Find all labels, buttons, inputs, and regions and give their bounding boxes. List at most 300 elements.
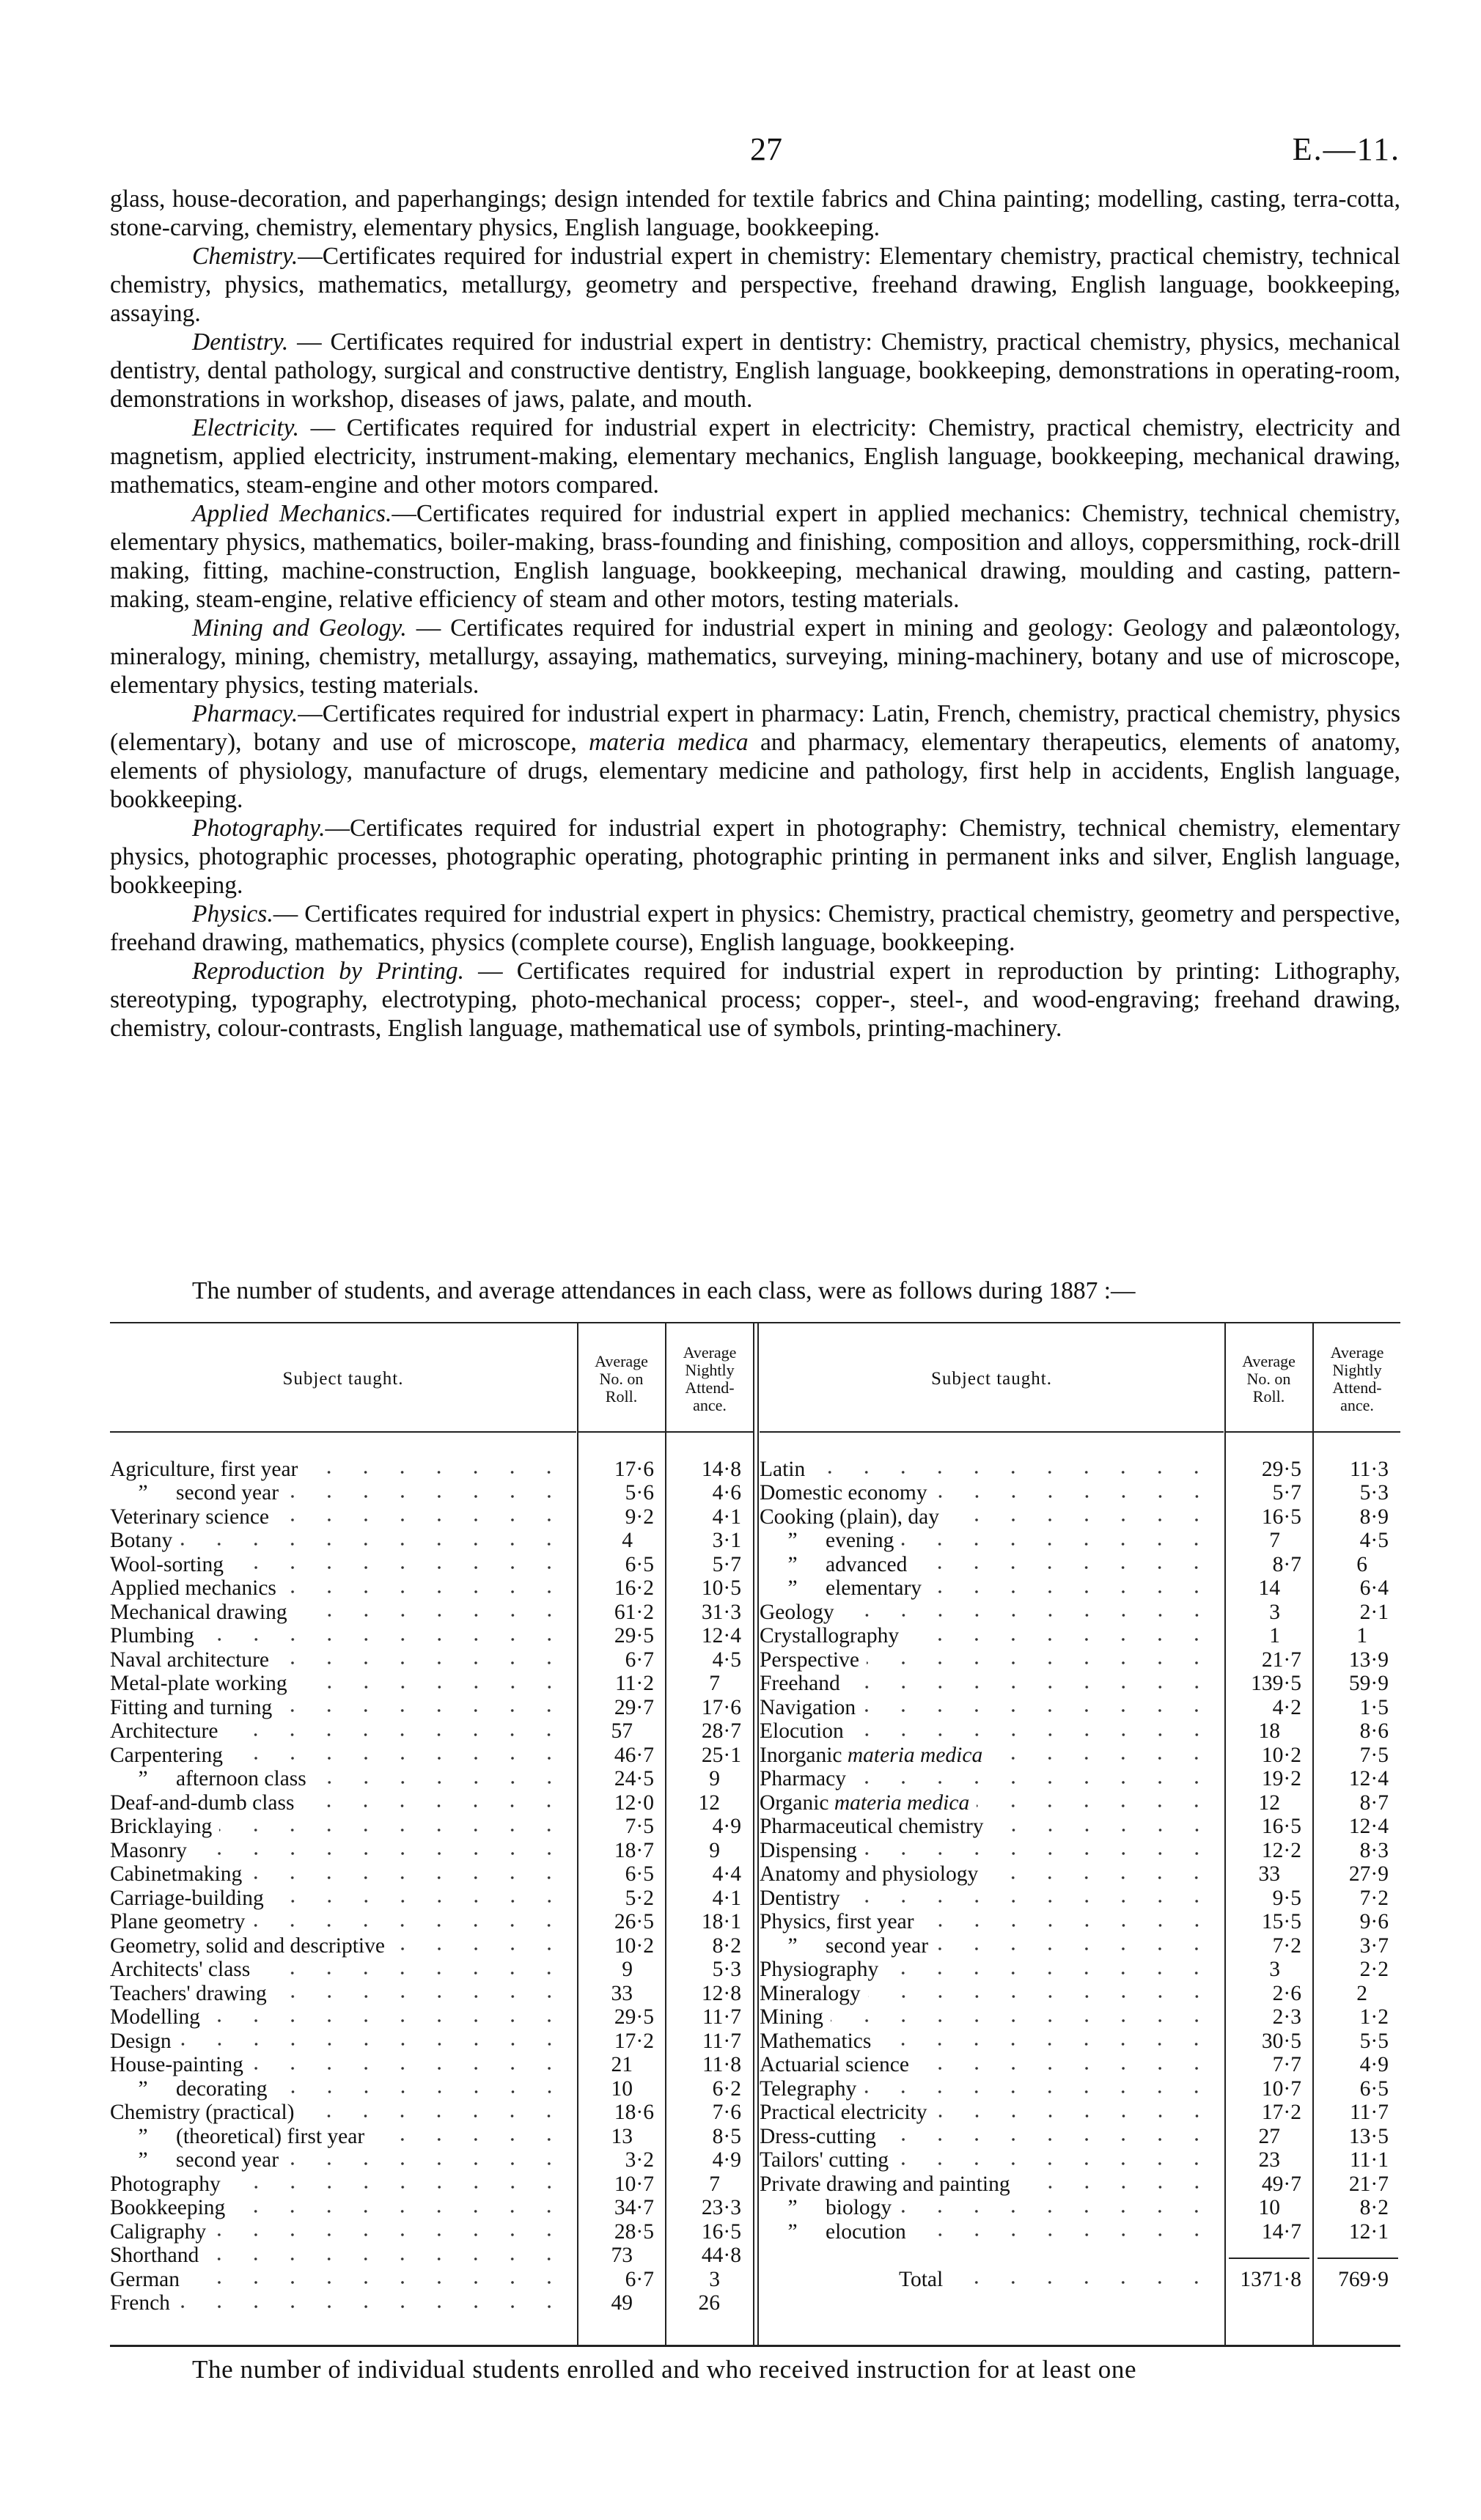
subject-cell	[760, 1862, 1225, 1887]
paragraph-text: — Certificates required for industrial expert in reproduction by printing: Lithography, stereotyping, typography, electrotyping, photo-mechanical process; copper-, steel-, and wood-engraving; freehand drawing, chemistry, colour-contrasts, English language, mathematical use of symbols, printing-machinery.	[110, 958, 1401, 1042]
ditto-mark: ”	[138, 2124, 148, 2148]
subject-label	[760, 2005, 828, 2029]
table-row	[760, 1863, 1400, 1887]
paragraph	[110, 185, 1400, 242]
average-attendance-cell: 12·8	[701, 1981, 741, 2005]
dot-leader	[286, 2161, 567, 2166]
subject-label	[110, 1624, 199, 1648]
average-roll-cell: 15·5	[1261, 1910, 1301, 1934]
average-roll-cell: 23	[1258, 2148, 1280, 2172]
table-row	[760, 1625, 1400, 1649]
average-attendance-cell: 7	[709, 1672, 720, 1696]
average-roll-cell: 18	[1258, 1719, 1280, 1744]
average-attendance-cell: 9	[709, 1767, 720, 1791]
dot-leader	[991, 1828, 1215, 1832]
table-row	[110, 1744, 753, 1768]
subject-label	[110, 1862, 246, 1887]
subject-text: German	[110, 2267, 180, 2291]
subject-label	[760, 1744, 987, 1768]
table-row	[110, 2054, 753, 2078]
dot-leader	[916, 2066, 1215, 2071]
average-attendance-cell: 6	[1356, 1552, 1367, 1576]
table-row	[110, 1696, 753, 1720]
subject-italic: materia medica	[847, 1743, 983, 1767]
subject-text: Plane geometry	[110, 1910, 246, 1934]
dot-leader	[853, 1780, 1215, 1785]
table-row	[110, 2197, 753, 2221]
table-row	[760, 1505, 1400, 1529]
dot-leader	[202, 1637, 567, 1642]
subject-cell	[110, 1744, 578, 1768]
average-attendance-cell: 4·9	[712, 2148, 741, 2172]
average-attendance-cell: 9·6	[1359, 1910, 1389, 1934]
dot-leader	[179, 2042, 567, 2046]
subject-cell	[110, 2220, 578, 2244]
total-rule	[1229, 2258, 1309, 2259]
table-row	[110, 1934, 753, 1958]
subject-cell	[760, 1744, 1225, 1768]
table-row	[760, 1887, 1400, 1911]
subject-text: Pharmacy	[760, 1767, 846, 1791]
table-row	[110, 1553, 753, 1577]
table-row	[760, 1768, 1400, 1792]
dot-leader	[878, 2042, 1215, 2046]
subject-cell	[110, 2005, 578, 2029]
subject-label	[110, 1744, 227, 1768]
subject-cell	[760, 1815, 1225, 1839]
header-roll-right: Average No. on Roll.	[1225, 1327, 1312, 1433]
dot-leader	[207, 2018, 567, 2023]
dot-leader	[929, 1590, 1215, 1594]
subject-cell	[760, 2053, 1225, 2077]
table-row	[110, 2029, 753, 2054]
average-roll-cell: 5·2	[625, 1886, 654, 1910]
subject-cell	[760, 2148, 1225, 2172]
table-row	[110, 1768, 753, 1792]
subject-label	[110, 2291, 174, 2315]
table-row	[760, 1696, 1400, 1720]
paragraph	[110, 328, 1400, 414]
table-row	[760, 1553, 1400, 1577]
table-row	[760, 1458, 1400, 1482]
subject-cell	[110, 1934, 578, 1958]
paragraph-heading: Applied Mechanics.	[192, 500, 392, 527]
subject-label	[110, 2268, 184, 2292]
average-attendance-cell: 4·9	[1359, 2053, 1389, 2077]
average-roll-cell: 34·7	[614, 2196, 654, 2220]
subject-cell	[110, 1529, 578, 1553]
paragraph-heading: Physics.	[192, 900, 273, 927]
paragraph-heading: Electricity.	[192, 414, 300, 441]
subject-label	[760, 1719, 848, 1744]
average-roll-cell: 2·6	[1272, 1981, 1301, 2005]
subject-label	[110, 1696, 276, 1720]
average-roll-cell: 73	[611, 2244, 633, 2268]
header-attendance-right: Average Nightly Attend- ance.	[1314, 1327, 1400, 1433]
average-roll-cell: 10·7	[614, 2172, 654, 2196]
subject-cell	[110, 1458, 578, 1482]
average-roll-cell: 12·0	[614, 1790, 654, 1815]
average-roll-cell: 11·2	[615, 1672, 654, 1696]
table-intro: The number of students, and average attendances in each class, were as follows during 1887 :—	[192, 1277, 1136, 1304]
subject-cell	[110, 1958, 578, 1982]
paragraph-text: — Certificates required for industrial expert in dentistry: Chemistry, practical chemistry, physics, mechanical dentistry, dental pathology, surgical and constructive dentistry, English language, bookkeeping, demonstrations in operating-room, demonstrations in workshop, diseases of jaws, palate, and mouth.	[110, 328, 1400, 413]
average-attendance-cell: 4·1	[712, 1886, 741, 1910]
table-row	[110, 1839, 753, 1863]
average-attendance-cell: 2·2	[1359, 1958, 1389, 1982]
right-table-body	[760, 1458, 1400, 2292]
average-attendance-cell: 4·5	[1359, 1529, 1389, 1553]
dot-leader	[286, 1494, 567, 1499]
dot-leader	[230, 1756, 567, 1760]
dot-leader	[275, 2090, 568, 2094]
subject-cell	[110, 2053, 578, 2077]
report-code: E.—11.	[1292, 131, 1400, 167]
table-row	[110, 1958, 753, 1983]
subject-cell	[760, 2101, 1225, 2125]
average-attendance-cell: 5·3	[1359, 1481, 1389, 1505]
subject-label	[760, 2077, 861, 2101]
spacer-row	[760, 2244, 1400, 2269]
subject-label	[110, 1815, 216, 1839]
table-row	[760, 2054, 1400, 2078]
average-roll-cell: 10·2	[1261, 1743, 1301, 1767]
average-roll-cell: 5·7	[1272, 1481, 1301, 1505]
subject-text: Elocution	[760, 1719, 844, 1744]
average-attendance-cell: 23·3	[701, 2196, 741, 2220]
subject-text: advanced	[826, 1552, 908, 1576]
average-attendance-cell: 8·3	[1359, 1838, 1389, 1862]
paragraph	[110, 814, 1400, 900]
subject-text: Caligraphy	[110, 2219, 207, 2244]
subject-cell	[760, 1458, 1225, 1482]
dot-leader	[906, 1637, 1215, 1642]
subject-text: Botany	[110, 1529, 173, 1553]
average-roll-cell: 16·2	[614, 1576, 654, 1601]
certificate-requirements-text	[110, 185, 1400, 1043]
table-row	[760, 1601, 1400, 1625]
average-roll-cell: 7·2	[1272, 1933, 1301, 1958]
average-attendance-cell: 4·4	[712, 1862, 741, 1887]
subject-cell	[760, 1934, 1225, 1958]
paragraph-heading: Chemistry.	[192, 243, 298, 270]
subject-cell	[760, 1553, 1225, 1577]
subject-text: Mathematics	[760, 2029, 872, 2053]
average-roll-cell: 12	[1258, 1790, 1280, 1815]
average-roll-cell: 13	[611, 2124, 633, 2148]
ditto-mark: ”	[787, 2219, 798, 2244]
page-number: 27	[750, 131, 782, 167]
ditto-mark: ”	[787, 1933, 798, 1958]
average-roll-cell: 29·5	[614, 1624, 654, 1648]
subject-text: Latin	[760, 1457, 806, 1481]
subject-text: Dispensing	[760, 1838, 857, 1862]
subject-cell	[760, 2029, 1225, 2054]
subject-label	[176, 2077, 272, 2101]
average-roll-cell: 6·7	[625, 1647, 654, 1672]
dot-leader	[228, 2185, 567, 2189]
subject-text: Perspective	[760, 1647, 859, 1672]
average-roll-cell: 3·2	[625, 2148, 654, 2172]
average-attendance-cell: 4·6	[712, 1481, 741, 1505]
subject-cell	[760, 1958, 1225, 1982]
subject-cell	[760, 2125, 1225, 2149]
average-roll-cell: 21·7	[1261, 1647, 1301, 1672]
subject-text: Applied mechanics	[110, 1576, 276, 1601]
average-attendance-cell: 6·4	[1359, 1576, 1389, 1601]
paragraph-heading: Photography.	[192, 815, 326, 842]
subject-label	[760, 1887, 845, 1911]
subject-text: Modelling	[110, 2005, 200, 2029]
dot-leader	[295, 1613, 567, 1617]
dot-leader	[947, 1518, 1215, 1522]
subject-text: Telegraphy	[760, 2076, 857, 2101]
subject-label	[176, 2148, 283, 2172]
subject-cell	[760, 1910, 1225, 1934]
subject-cell	[760, 2077, 1225, 2101]
average-attendance-cell: 12·4	[1348, 1815, 1389, 1839]
average-attendance-cell: 769·9	[1338, 2267, 1389, 2291]
average-roll-cell: 10	[611, 2076, 633, 2101]
average-attendance-cell: 13·9	[1348, 1647, 1389, 1672]
table-row	[110, 1482, 753, 1506]
subject-cell	[760, 1505, 1225, 1529]
table-row	[110, 1815, 753, 1840]
subject-cell	[110, 2077, 578, 2101]
subject-cell	[760, 1648, 1225, 1672]
average-roll-cell: 9·2	[625, 1505, 654, 1529]
subject-cell	[110, 1982, 578, 2006]
subject-cell	[760, 1767, 1225, 1791]
table-row	[110, 2220, 753, 2244]
table-row	[110, 1863, 753, 1887]
subject-italic: materia medica	[834, 1790, 970, 1815]
table-row	[110, 2125, 753, 2149]
subject-label	[110, 1601, 292, 1625]
average-roll-cell: 61·2	[614, 1600, 654, 1624]
dot-leader	[225, 1733, 567, 1737]
subject-cell	[760, 1791, 1225, 1815]
subject-label	[110, 2053, 248, 2077]
table-row	[110, 2077, 753, 2101]
ditto-mark: ”	[787, 1529, 798, 1553]
subject-cell	[110, 1839, 578, 1863]
subject-text: Cooking (plain), day	[760, 1505, 939, 1529]
table-row	[760, 1934, 1400, 1958]
subject-cell	[110, 1672, 578, 1696]
subject-text: Navigation	[760, 1695, 856, 1719]
average-roll-cell: 7·5	[625, 1815, 654, 1839]
table-row	[760, 1744, 1400, 1768]
dot-leader	[990, 1756, 1215, 1760]
subject-text: Crystallography	[760, 1624, 900, 1648]
average-roll-cell: 29·5	[1261, 1457, 1301, 1481]
subject-text: second year	[176, 1481, 279, 1505]
table-row	[760, 2101, 1400, 2126]
subject-cell	[110, 1576, 578, 1601]
subject-label	[760, 1791, 974, 1815]
average-attendance-cell: 21·7	[1348, 2172, 1389, 2196]
dot-leader	[935, 2114, 1216, 2118]
average-attendance-cell: 25·1	[701, 1743, 741, 1767]
paragraph-text: —Certificates required for industrial expert in applied mechanics: Chemistry, technical chemistry, elementary physics, mathematics, boiler-making, brass-founding and finishing, composition and alloys, coppersmithing, rock-drill making, fitting, machine-construction, English language, bookkeeping, mechanical drawing, moulding and casting, pattern-making, steam-engine, relative efficiency of steam and other motors, testing materials.	[110, 500, 1400, 613]
subject-text: Private drawing and painting	[760, 2172, 1010, 2196]
subject-label	[110, 1839, 191, 1863]
subject-cell	[110, 2244, 578, 2268]
closing-text: The number of individual students enrolled and who received instruction for at least one	[192, 2355, 1137, 2384]
dot-leader	[301, 1804, 567, 1808]
subject-text: Fitting and turning	[110, 1695, 273, 1719]
ditto-mark: ”	[787, 1576, 798, 1601]
subject-cell	[110, 2101, 578, 2125]
table-top-rule	[110, 1322, 1400, 1323]
dot-leader	[864, 2090, 1215, 2094]
subject-text: Cabinetmaking	[110, 1862, 243, 1887]
table-row	[110, 1982, 753, 2006]
subject-label	[110, 1887, 268, 1911]
subject-text: Carpentering	[110, 1743, 223, 1767]
subject-text: Veterinary science	[110, 1505, 270, 1529]
table-row	[110, 1458, 753, 1482]
average-attendance-cell: 11·7	[1350, 2101, 1389, 2125]
average-roll-cell: 29·7	[614, 1695, 654, 1719]
table-row	[110, 1648, 753, 1672]
average-attendance-cell: 5·3	[712, 1958, 741, 1982]
subject-label	[760, 2172, 1015, 2197]
subject-label	[826, 2220, 911, 2244]
average-roll-cell: 4	[622, 1529, 633, 1553]
paragraph	[110, 499, 1400, 614]
average-roll-cell: 16·5	[1261, 1505, 1301, 1529]
subject-cell	[110, 1887, 578, 1911]
average-roll-cell: 6·7	[625, 2267, 654, 2291]
subject-cell	[110, 1910, 578, 1934]
average-attendance-cell: 6·2	[712, 2076, 741, 2101]
subject-cell	[110, 1648, 578, 1672]
subject-text: Photography	[110, 2172, 221, 2196]
average-attendance-cell: 3	[709, 2267, 720, 2291]
table-row	[110, 2172, 753, 2197]
paragraph-text: —Certificates required for industrial expert in photography: Chemistry, technical chemistry, elementary physics, photographic processes, photographic operating, photographic printing in permanent inks and silver, English language, bookkeeping.	[110, 815, 1400, 899]
subject-label	[110, 2029, 176, 2054]
dot-leader	[219, 1828, 567, 1832]
subject-label	[760, 2053, 914, 2077]
average-attendance-cell: 11·7	[702, 2029, 741, 2053]
average-roll-cell: 26·5	[614, 1910, 654, 1934]
average-attendance-cell: 4·9	[712, 1815, 741, 1839]
subject-label	[110, 2101, 298, 2125]
subject-text: Geology	[760, 1600, 834, 1624]
table-row	[110, 1505, 753, 1529]
table-row	[110, 1625, 753, 1649]
average-attendance-cell: 10·5	[701, 1576, 741, 1601]
subject-cell	[110, 1862, 578, 1887]
subject-label	[826, 1934, 933, 1958]
subject-text: Geometry, solid and descriptive	[110, 1933, 385, 1958]
paragraph-heading: Pharmacy.	[192, 700, 298, 727]
table-row	[110, 1672, 753, 1697]
average-roll-cell: 33	[1258, 1862, 1280, 1887]
subject-label	[110, 1529, 177, 1553]
average-attendance-cell: 17·6	[701, 1695, 741, 1719]
subject-label	[110, 2196, 229, 2220]
subject-text: Architects' class	[110, 1958, 251, 1982]
subject-cell	[110, 2029, 578, 2054]
subject-label	[760, 1505, 944, 1529]
subject-cell	[760, 1529, 1225, 1553]
average-attendance-cell: 5·7	[712, 1552, 741, 1576]
subject-label	[760, 1862, 982, 1887]
average-attendance-cell: 12	[698, 1790, 720, 1815]
table-row	[110, 1791, 753, 1815]
average-roll-cell: 16·5	[1261, 1815, 1301, 1839]
average-attendance-cell: 8·6	[1359, 1719, 1389, 1744]
subject-text: Design	[110, 2029, 172, 2053]
subject-cell	[110, 2125, 578, 2149]
subject-text: Wool-sorting	[110, 1552, 224, 1576]
dot-leader	[914, 2233, 1215, 2237]
dot-leader	[231, 1565, 567, 1570]
subject-label	[760, 1696, 860, 1720]
subject-text: Mechanical drawing	[110, 1600, 287, 1624]
paragraph-text: glass, house-decoration, and paperhangings; design intended for textile fabrics and China painting; modelling, casting, terra-cotta, stone-carving, chemistry, elementary physics, English language, bookkeeping.	[110, 185, 1400, 241]
subject-label	[110, 1553, 228, 1577]
average-roll-cell: 10	[1258, 2196, 1280, 2220]
subject-cell	[110, 2291, 578, 2315]
subject-cell	[110, 2196, 578, 2220]
average-attendance-cell: 9	[709, 1838, 720, 1862]
subject-text: Practical electricity	[760, 2101, 927, 2125]
dot-leader	[284, 1590, 567, 1594]
average-attendance-cell: 4·1	[712, 1505, 741, 1529]
average-roll-cell: 17·6	[614, 1457, 654, 1481]
table-row	[110, 2006, 753, 2030]
average-roll-cell: 4·2	[1272, 1695, 1301, 1719]
subject-text: decorating	[176, 2076, 268, 2101]
average-roll-cell: 3	[1269, 1958, 1280, 1982]
average-roll-cell: 18·7	[614, 1838, 654, 1862]
header-subject-right: Subject taught.	[760, 1327, 1224, 1433]
subject-label	[760, 1624, 903, 1648]
subject-label	[110, 2172, 225, 2197]
dot-leader	[257, 1971, 567, 1975]
average-roll-cell: 14	[1258, 1576, 1280, 1601]
dot-leader	[249, 1876, 567, 1880]
subject-label	[110, 1719, 222, 1744]
paragraph	[110, 699, 1400, 814]
subject-label	[760, 2125, 881, 2149]
table-row	[760, 1982, 1400, 2006]
subject-label	[826, 1553, 911, 1577]
subject-cell	[760, 1982, 1225, 2006]
subject-text: Architecture	[110, 1719, 218, 1744]
subject-text: Shorthand	[110, 2244, 199, 2268]
subject-cell	[110, 1815, 578, 1839]
table-row	[760, 2029, 1400, 2054]
dot-leader	[863, 1708, 1215, 1713]
subject-text: Total	[899, 2267, 944, 2291]
average-roll-cell: 10·7	[1261, 2076, 1301, 2101]
table-row	[110, 1577, 753, 1601]
subject-text: Mineralogy	[760, 1981, 861, 2005]
ditto-mark: ”	[138, 1767, 148, 1791]
subject-label	[760, 1982, 865, 2006]
average-attendance-cell: 28·7	[701, 1719, 741, 1744]
dot-leader	[180, 1542, 567, 1546]
table-row	[760, 1529, 1400, 1554]
header-subject-left: Subject taught.	[110, 1327, 576, 1433]
ditto-mark: ”	[138, 2148, 148, 2172]
